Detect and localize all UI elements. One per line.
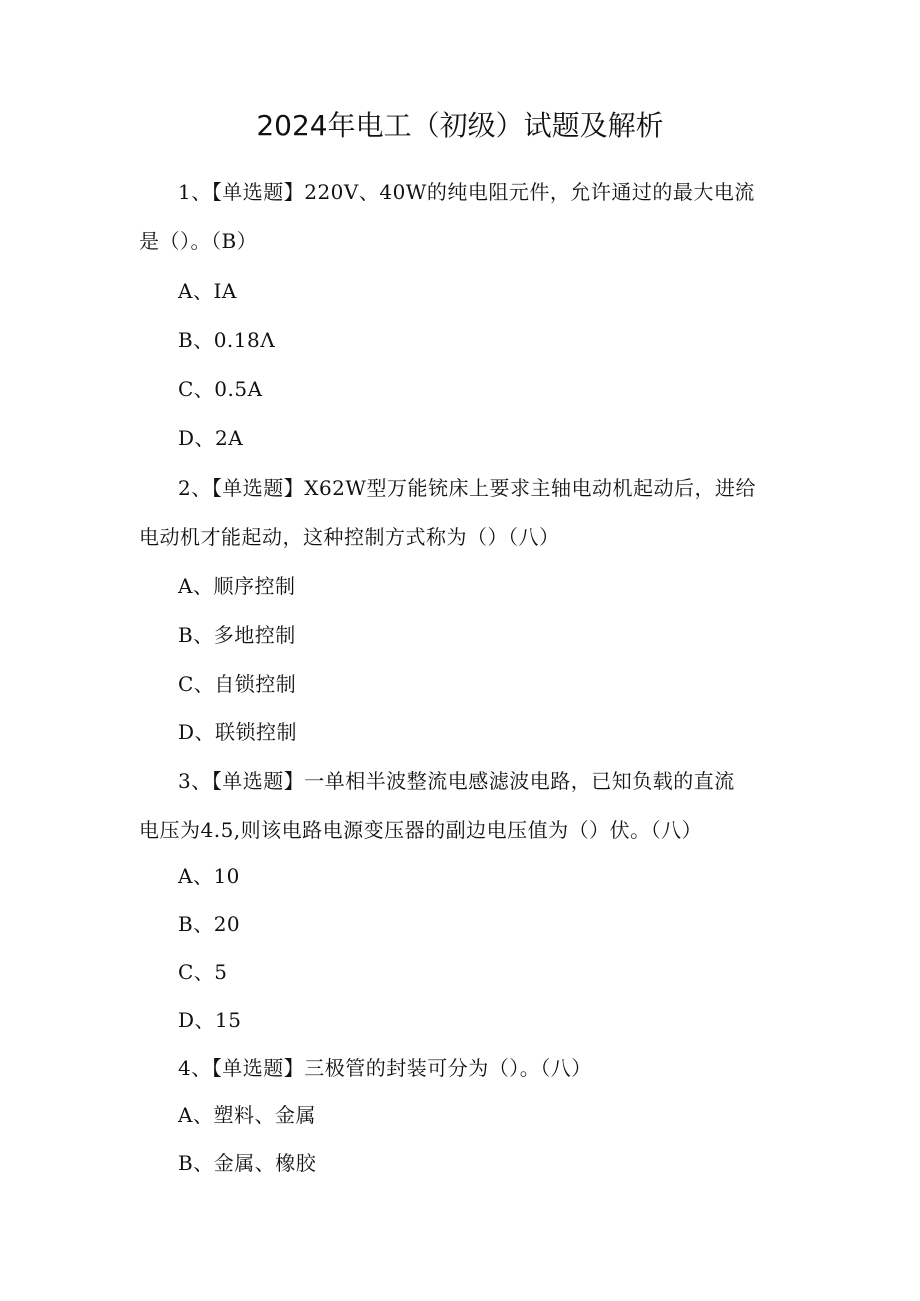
- document-title: 2024年电工（初级）试题及解析: [256, 109, 664, 142]
- question-1-line-1: 1、【单选题】220V、40W的纯电阻元件，允许通过的最大电流: [178, 180, 755, 204]
- question-1-line-2: 是（）。（B）: [139, 229, 258, 253]
- question-3-option-d: D、15: [178, 1008, 242, 1032]
- question-3-option-b: B、20: [178, 912, 241, 936]
- question-2-line-1: 2、【单选题】X62W型万能铳床上要求主轴电动机起动后，进给: [178, 476, 756, 500]
- question-2-option-b: B、多地控制: [178, 623, 296, 647]
- question-2-line-2: 电动机才能起动，这种控制方式称为（）（八）: [139, 525, 560, 549]
- question-3-line-1: 3、【单选题】一单相半波整流电感滤波电路，已知负载的直流: [178, 769, 735, 793]
- question-3-option-a: A、10: [178, 864, 240, 888]
- question-1-option-b: B、0.18Λ: [178, 328, 276, 352]
- question-4-option-b: B、金属、橡胶: [178, 1151, 317, 1175]
- question-3-option-c: C、5: [178, 960, 228, 984]
- question-2-option-c: C、自锁控制: [178, 672, 297, 696]
- question-2-option-d: D、联锁控制: [178, 720, 298, 744]
- question-1-option-d: D、2A: [178, 426, 244, 450]
- question-2-option-a: A、顺序控制: [178, 574, 296, 598]
- question-3-line-2: 电压为4.5,则该电路电源变压器的副边电压值为（）伏。（八）: [139, 818, 703, 842]
- question-4-line-1: 4、【单选题】三极管的封装可分为（）。（八）: [178, 1056, 592, 1080]
- question-1-option-c: C、0.5A: [178, 377, 263, 401]
- question-4-option-a: A、塑料、金属: [178, 1103, 316, 1127]
- question-1-option-a: A、IA: [178, 279, 237, 303]
